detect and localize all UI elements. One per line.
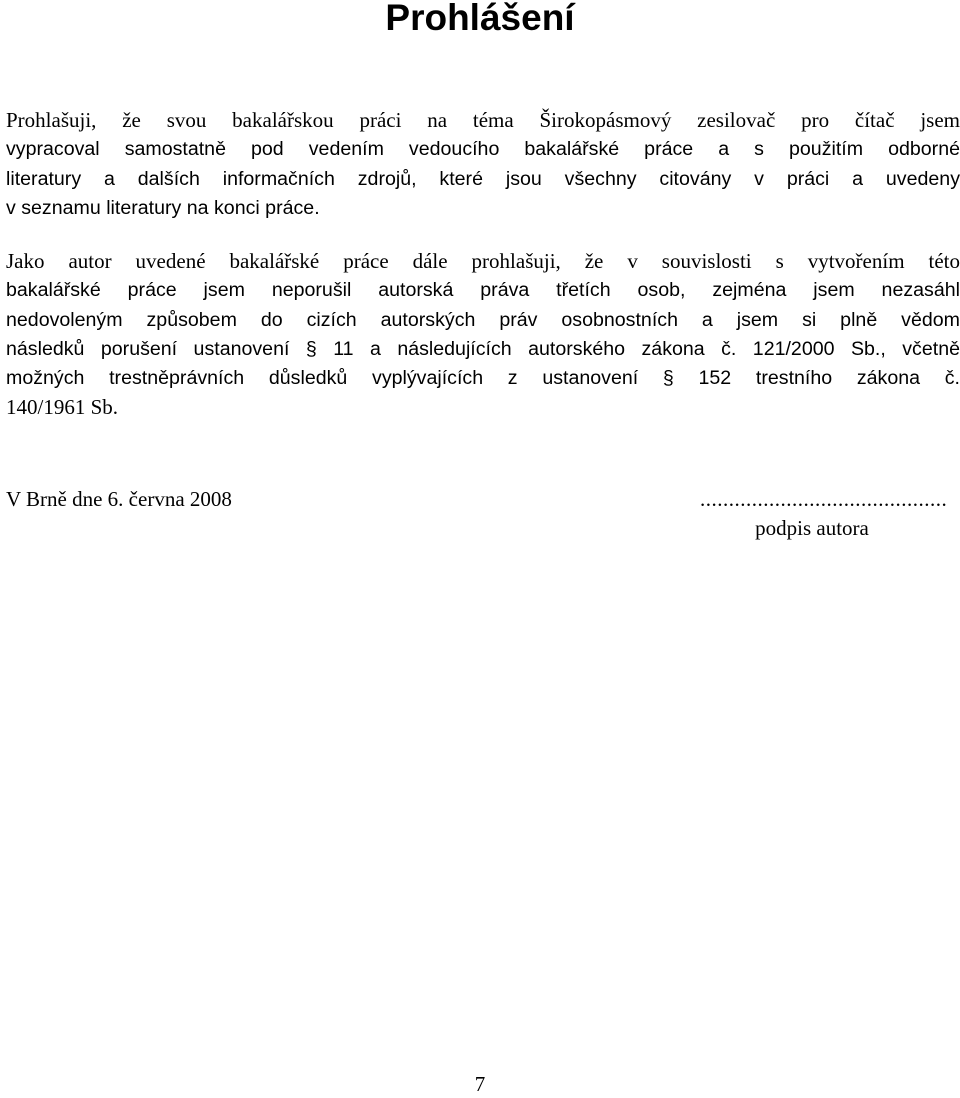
paragraph-line: bakalářské práce jsem neporušil autorská práva třetích osob, zejména jsem nezasáhl — [6, 279, 960, 302]
page-title: Prohlášení — [385, 0, 575, 38]
page-number: 7 — [474, 1072, 486, 1096]
paragraph-line: Jako autor uvedené bakalářské práce dále prohlašuji, že v souvislosti s vytvořením této — [6, 249, 960, 273]
paragraph-line: 140/1961 Sb. — [6, 395, 119, 420]
declaration-paragraph-1 — [6, 106, 960, 223]
paragraph-line: vypracoval samostatně pod vedením vedoucího bakalářské práce a s použitím odborné — [6, 138, 960, 161]
paragraph-line: v seznamu literatury na konci práce. — [6, 196, 320, 219]
paragraph-line: nedovoleným způsobem do cizích autorských práv osobnostních a jsem si plně vědom — [6, 308, 960, 331]
paragraph-line: možných trestněprávních důsledků vyplývajících z ustanovení § 152 trestního zákona č. — [6, 367, 960, 390]
paragraph-line: následků porušení ustanovení § 11 a následujících autorského zákona č. 121/2000 Sb., včetně — [6, 337, 960, 360]
signature-line: ........................................... — [700, 487, 948, 511]
place-and-date: V Brně dne 6. června 2008 — [6, 487, 232, 511]
declaration-paragraph-2 — [6, 247, 960, 423]
signature-label: podpis autora — [755, 516, 869, 540]
signature-block — [700, 485, 948, 543]
paragraph-line: literatury a dalších informačních zdrojů, které jsou všechny citovány v práci a uvedeny — [6, 167, 960, 190]
paragraph-line: Prohlašuji, že svou bakalářskou práci na téma Širokopásmový zesilovač pro čítač jsem — [6, 108, 960, 132]
